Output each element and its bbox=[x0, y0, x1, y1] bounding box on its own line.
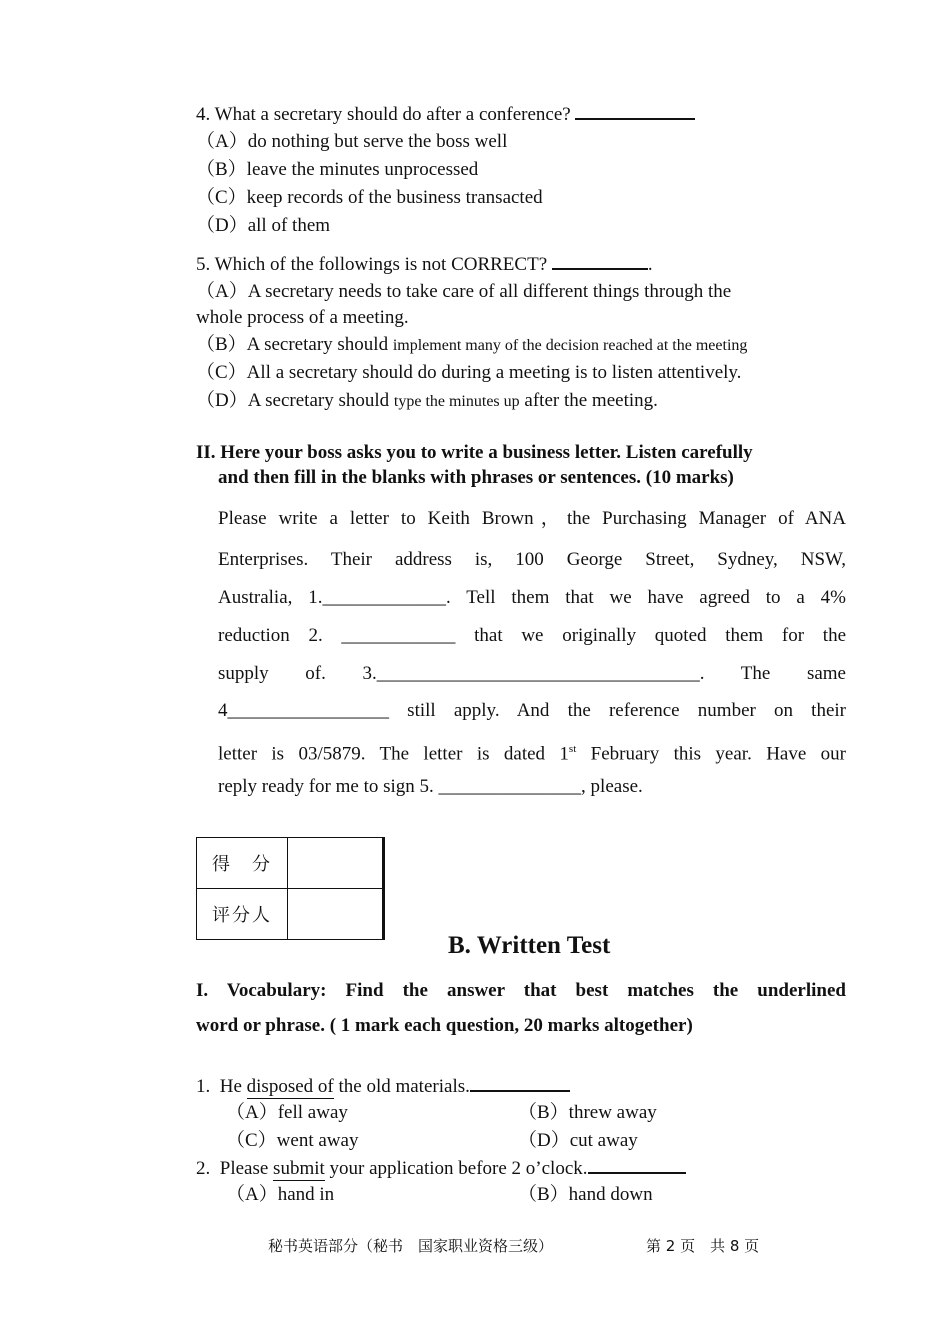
score-label: 得 分 bbox=[197, 838, 288, 889]
letter-line-4: reduction 2. ____________ that we originally quoted them for the bbox=[218, 625, 846, 646]
section2-heading-line2: and then fill in the blanks with phrases or sentences. (10 marks) bbox=[218, 467, 734, 488]
letter-line-7: letter is 03/5879. The letter is dated 1st February this year. Have our bbox=[218, 743, 846, 765]
q5-option-a-line1: （A）A secretary needs to take care of all different things through the bbox=[196, 281, 732, 302]
answer-blank[interactable] bbox=[575, 102, 695, 120]
grader-cell[interactable] bbox=[288, 889, 384, 940]
vocab-q2: 2. Please submit your application before 2 o’clock. bbox=[196, 1156, 686, 1181]
section2-heading-line1: II. Here your boss asks you to write a business letter. Listen carefully bbox=[196, 442, 753, 463]
written-test-title: B. Written Test bbox=[448, 932, 611, 959]
letter-line-1: Please write a letter to Keith Brown，the Purchasing Manager of ANA bbox=[218, 508, 846, 529]
vocab-q2-option-a: （A）hand in bbox=[226, 1184, 335, 1205]
letter-line-3: Australia, 1._____________. Tell them that we have agreed to a 4% bbox=[218, 587, 846, 608]
vocab-q1-option-a: （A）fell away bbox=[226, 1102, 348, 1123]
letter-line-2: Enterprises. Their address is, 100 George Street, Sydney, NSW, bbox=[218, 549, 846, 570]
vocab-q1-option-b: （B）threw away bbox=[518, 1102, 657, 1123]
q5-option-d: （D）A secretary should type the minutes up after the meeting. bbox=[196, 390, 658, 411]
letter-line-6: 4_________________ still apply. And the reference number on their bbox=[218, 700, 846, 721]
letter-line-5: supply of. 3.__________________________________. The same bbox=[218, 663, 846, 684]
footer-title: 秘书英语部分（秘书 国家职业资格三级） bbox=[268, 1237, 554, 1255]
score-table bbox=[196, 837, 385, 940]
vocab-heading-line1: I. Vocabulary: Find the answer that best matches the underlined bbox=[196, 980, 846, 1001]
q5-option-a-line2: whole process of a meeting. bbox=[196, 307, 409, 328]
answer-blank[interactable] bbox=[552, 252, 648, 270]
vocab-q1: 1. He disposed of the old materials. bbox=[196, 1074, 570, 1099]
q4-option-c: （C）keep records of the business transacted bbox=[196, 187, 543, 208]
underlined-phrase: submit bbox=[273, 1158, 325, 1179]
q4-question: 4. What a secretary should do after a conference? bbox=[196, 102, 695, 127]
underlined-phrase: disposed of bbox=[246, 1076, 334, 1097]
q4-option-a: （A）do nothing but serve the boss well bbox=[196, 131, 508, 152]
score-cell[interactable] bbox=[288, 838, 384, 889]
q5-option-c: （C）All a secretary should do during a meeting is to listen attentively. bbox=[196, 362, 742, 383]
q4-option-d: （D）all of them bbox=[196, 215, 331, 236]
q4-option-b: （B）leave the minutes unprocessed bbox=[196, 159, 479, 180]
vocab-q1-option-c: （C）went away bbox=[226, 1130, 359, 1151]
vocab-heading-line2: word or phrase. ( 1 mark each question, 20 marks altogether) bbox=[196, 1015, 693, 1036]
footer-page-number: 第 2 页 共 8 页 bbox=[646, 1237, 760, 1255]
vocab-q2-option-b: （B）hand down bbox=[518, 1184, 653, 1205]
answer-blank[interactable] bbox=[470, 1074, 570, 1092]
q5-question: 5. Which of the followings is not CORRECT? . bbox=[196, 254, 653, 275]
answer-blank[interactable] bbox=[588, 1156, 686, 1174]
letter-line-8: reply ready for me to sign 5. _______________, please. bbox=[218, 776, 643, 797]
vocab-q1-option-d: （D）cut away bbox=[518, 1130, 638, 1151]
grader-label: 评分人 bbox=[197, 889, 288, 940]
q5-option-b: （B）A secretary should implement many of the decision reached at the meeting bbox=[196, 334, 748, 355]
